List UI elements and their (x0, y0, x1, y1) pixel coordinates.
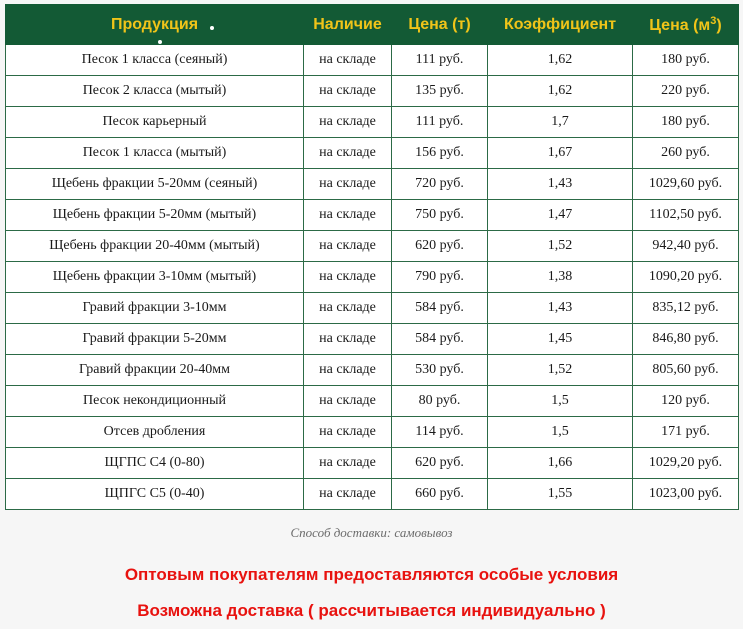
cell-product: Песок 2 класса (мытый) (6, 76, 304, 107)
cell-price-per-ton: 620 руб. (392, 231, 488, 262)
cell-coefficient: 1,52 (488, 355, 633, 386)
table-row (6, 417, 739, 448)
cell-product: Гравий фракции 5-20мм (6, 324, 304, 355)
table-row (6, 76, 739, 107)
cell-availability: на складе (304, 386, 392, 417)
cell-product: Гравий фракции 3-10мм (6, 293, 304, 324)
price-table-body (6, 45, 739, 510)
table-row (6, 324, 739, 355)
table-row (6, 479, 739, 510)
cell-price-per-ton: 720 руб. (392, 169, 488, 200)
cell-price-per-m3: 180 руб. (633, 45, 739, 76)
table-row (6, 45, 739, 76)
header-price-per-m3-exponent: 3 (710, 14, 717, 27)
cell-price-per-m3: 1023,00 руб. (633, 479, 739, 510)
cell-price-per-m3: 942,40 руб. (633, 231, 739, 262)
cell-availability: на складе (304, 138, 392, 169)
cell-product: Щебень фракции 20-40мм (мытый) (6, 231, 304, 262)
cell-availability: на складе (304, 417, 392, 448)
cell-availability: на складе (304, 169, 392, 200)
cell-availability: на складе (304, 448, 392, 479)
header-price-per-ton: Цена (т) (392, 5, 488, 45)
cell-coefficient: 1,47 (488, 200, 633, 231)
cell-price-per-ton: 114 руб. (392, 417, 488, 448)
cell-availability: на складе (304, 107, 392, 138)
header-coefficient: Коэффициент (488, 5, 633, 45)
cell-availability: на складе (304, 479, 392, 510)
cell-product: ЩГПС С4 (0-80) (6, 448, 304, 479)
cell-coefficient: 1,62 (488, 76, 633, 107)
cell-price-per-m3: 805,60 руб. (633, 355, 739, 386)
cell-price-per-ton: 111 руб. (392, 107, 488, 138)
header-price-per-m3 (633, 5, 739, 45)
cell-product: Щебень фракции 3-10мм (мытый) (6, 262, 304, 293)
cell-price-per-ton: 111 руб. (392, 45, 488, 76)
cell-price-per-ton: 750 руб. (392, 200, 488, 231)
cell-coefficient: 1,55 (488, 479, 633, 510)
table-row (6, 169, 739, 200)
cell-availability: на складе (304, 76, 392, 107)
header-availability: Наличие (304, 5, 392, 45)
cell-product: Песок карьерный (6, 107, 304, 138)
delivery-note: Способ доставки: самовывоз (290, 525, 453, 540)
wholesale-notice: Оптовым покупателям предоставляются особые условия (124, 565, 619, 584)
header-row (6, 5, 739, 45)
cell-coefficient: 1,67 (488, 138, 633, 169)
header-price-per-m3-prefix: Цена (м (649, 16, 711, 34)
cell-price-per-m3: 220 руб. (633, 76, 739, 107)
cell-coefficient: 1,43 (488, 169, 633, 200)
cell-coefficient: 1,66 (488, 448, 633, 479)
cell-price-per-ton: 156 руб. (392, 138, 488, 169)
cell-price-per-ton: 620 руб. (392, 448, 488, 479)
cell-price-per-m3: 835,12 руб. (633, 293, 739, 324)
cell-price-per-m3: 846,80 руб. (633, 324, 739, 355)
cell-coefficient: 1,43 (488, 293, 633, 324)
price-table (5, 4, 739, 510)
delivery-notice: Возможна доставка ( рассчитывается индивидуально ) (137, 601, 606, 620)
cell-price-per-m3: 1029,20 руб. (633, 448, 739, 479)
cell-price-per-ton: 660 руб. (392, 479, 488, 510)
header-price-per-m3-suffix: ) (716, 16, 722, 34)
cell-availability: на складе (304, 45, 392, 76)
table-row (6, 386, 739, 417)
cell-price-per-ton: 530 руб. (392, 355, 488, 386)
cell-availability: на складе (304, 324, 392, 355)
header-decor-dot (210, 26, 214, 30)
table-row (6, 355, 739, 386)
table-row (6, 293, 739, 324)
cell-availability: на складе (304, 355, 392, 386)
table-row (6, 200, 739, 231)
cell-product: ЩПГС С5 (0-40) (6, 479, 304, 510)
cell-product: Песок 1 класса (сеяный) (6, 45, 304, 76)
cell-price-per-m3: 171 руб. (633, 417, 739, 448)
cell-coefficient: 1,62 (488, 45, 633, 76)
cell-coefficient: 1,52 (488, 231, 633, 262)
cell-price-per-ton: 584 руб. (392, 293, 488, 324)
cell-price-per-ton: 584 руб. (392, 324, 488, 355)
table-row (6, 231, 739, 262)
header-decor-dot (158, 40, 162, 44)
cell-coefficient: 1,5 (488, 417, 633, 448)
cell-coefficient: 1,7 (488, 107, 633, 138)
cell-price-per-ton: 80 руб. (392, 386, 488, 417)
cell-availability: на складе (304, 231, 392, 262)
cell-price-per-ton: 790 руб. (392, 262, 488, 293)
cell-availability: на складе (304, 200, 392, 231)
cell-coefficient: 1,5 (488, 386, 633, 417)
cell-product: Песок некондиционный (6, 386, 304, 417)
cell-coefficient: 1,45 (488, 324, 633, 355)
cell-product: Щебень фракции 5-20мм (сеяный) (6, 169, 304, 200)
cell-availability: на складе (304, 293, 392, 324)
cell-coefficient: 1,38 (488, 262, 633, 293)
cell-product: Песок 1 класса (мытый) (6, 138, 304, 169)
cell-product: Щебень фракции 5-20мм (мытый) (6, 200, 304, 231)
table-row (6, 262, 739, 293)
table-row (6, 138, 739, 169)
cell-product: Отсев дробления (6, 417, 304, 448)
table-row (6, 448, 739, 479)
cell-product: Гравий фракции 20-40мм (6, 355, 304, 386)
cell-price-per-m3: 120 руб. (633, 386, 739, 417)
price-table-header (6, 5, 739, 45)
cell-price-per-m3: 260 руб. (633, 138, 739, 169)
cell-price-per-m3: 1029,60 руб. (633, 169, 739, 200)
table-row (6, 107, 739, 138)
cell-price-per-m3: 180 руб. (633, 107, 739, 138)
cell-price-per-m3: 1090,20 руб. (633, 262, 739, 293)
cell-price-per-m3: 1102,50 руб. (633, 200, 739, 231)
header-product: Продукция (6, 5, 304, 45)
cell-price-per-ton: 135 руб. (392, 76, 488, 107)
cell-availability: на складе (304, 262, 392, 293)
